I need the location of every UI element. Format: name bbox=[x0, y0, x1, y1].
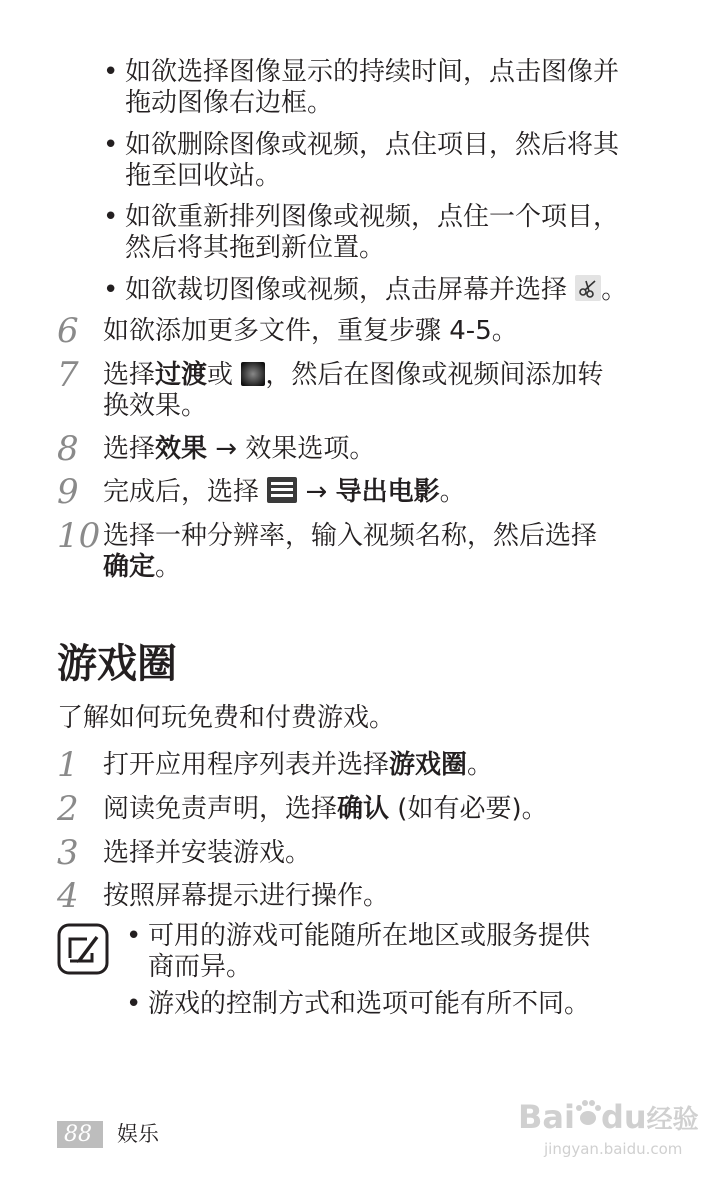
bullet-text: 拖至回收站。 bbox=[125, 161, 282, 191]
note-icon bbox=[57, 923, 109, 979]
step-number: 9 bbox=[57, 472, 79, 512]
watermark-brand-cn: 经验 bbox=[646, 1105, 699, 1135]
step-text-part: 阅读免责声明，选择 bbox=[103, 794, 338, 824]
chapter-label: 娱乐 bbox=[117, 1122, 159, 1146]
paw-icon bbox=[575, 1098, 601, 1135]
step-bold-term: 确认 bbox=[337, 794, 390, 824]
step-text-part: (如有必要)。 bbox=[389, 794, 548, 824]
step-text bbox=[103, 550, 181, 584]
step-number: 4 bbox=[57, 876, 79, 916]
section-title: 游戏圈 bbox=[57, 641, 177, 687]
watermark-url: jingyan.baidu.com bbox=[544, 1140, 683, 1158]
step-text-part: 完成后，选择 bbox=[103, 477, 260, 507]
bullet-dot: • bbox=[126, 989, 142, 1019]
step-text bbox=[103, 432, 375, 466]
step-text: 如欲添加更多文件，重复步骤 4-5。 bbox=[103, 316, 518, 346]
transition-icon bbox=[241, 361, 265, 395]
step-text: 选择并安装游戏。 bbox=[103, 838, 312, 868]
step-text-part: 或 bbox=[207, 360, 234, 390]
step-text: 按照屏幕提示进行操作。 bbox=[103, 881, 390, 911]
step-text-part: → 效果选项。 bbox=[207, 434, 376, 464]
step-number: 8 bbox=[57, 429, 79, 469]
step-bold-term: 过渡 bbox=[155, 360, 208, 390]
step-text-part: 选择 bbox=[103, 434, 156, 464]
watermark-brand: Bai bbox=[518, 1098, 575, 1136]
bullet-dot: • bbox=[103, 57, 119, 87]
note-text: 游戏的控制方式和选项可能有所不同。 bbox=[148, 989, 591, 1019]
bullet-text: 拖动图像右边框。 bbox=[125, 88, 334, 118]
watermark-logo bbox=[518, 1098, 699, 1138]
step-bold-term: 效果 bbox=[155, 434, 208, 464]
step-number: 3 bbox=[57, 833, 79, 873]
bullet-text bbox=[125, 273, 627, 310]
bullet-dot: • bbox=[103, 130, 119, 160]
step-bold-term: 导出电影 bbox=[335, 477, 440, 507]
step-text bbox=[103, 792, 548, 826]
note-text: 商而异。 bbox=[148, 952, 253, 982]
step-text-part: ，然后在图像或视频间添加转 bbox=[265, 360, 604, 390]
section-intro: 了解如何玩免费和付费游戏。 bbox=[57, 703, 396, 733]
bullet-text: 如欲重新排列图像或视频，点住一个项目， bbox=[125, 202, 620, 232]
bullet-text: 如欲选择图像显示的持续时间，点击图像并 bbox=[125, 57, 620, 87]
bullet-dot: • bbox=[103, 275, 119, 305]
step-bold-term: 确定 bbox=[103, 552, 156, 582]
step-text-part: → bbox=[297, 477, 336, 507]
scissors-icon bbox=[575, 275, 601, 310]
page-number: 88 bbox=[64, 1122, 92, 1147]
watermark-brand: du bbox=[600, 1098, 647, 1136]
step-number: 2 bbox=[57, 789, 79, 829]
step-text-part: 。 bbox=[467, 750, 494, 780]
bullet-text-part: 。 bbox=[601, 275, 628, 305]
step-text-part: 选择 bbox=[103, 360, 156, 390]
step-text: 选择一种分辨率，输入视频名称，然后选择 bbox=[103, 521, 598, 551]
bullet-dot: • bbox=[103, 202, 119, 232]
step-number: 7 bbox=[57, 355, 79, 395]
step-number: 10 bbox=[57, 516, 101, 556]
step-text-part: 打开应用程序列表并选择 bbox=[103, 750, 390, 780]
note-text: 可用的游戏可能随所在地区或服务提供 bbox=[148, 921, 591, 951]
bullet-text: 然后将其拖到新位置。 bbox=[125, 233, 386, 263]
step-number: 1 bbox=[57, 745, 79, 785]
menu-icon bbox=[267, 477, 297, 512]
bullet-text: 如欲删除图像或视频，点住项目，然后将其 bbox=[125, 130, 620, 160]
step-text bbox=[103, 748, 493, 782]
bullet-text-part: 如欲裁切图像或视频，点击屏幕并选择 bbox=[125, 275, 568, 305]
step-text-part: 。 bbox=[155, 552, 182, 582]
step-text bbox=[103, 475, 466, 512]
step-text-part: 。 bbox=[439, 477, 466, 507]
step-number: 6 bbox=[57, 311, 79, 351]
step-text: 换效果。 bbox=[103, 391, 208, 421]
bullet-dot: • bbox=[126, 921, 142, 951]
step-bold-term: 游戏圈 bbox=[389, 750, 468, 780]
